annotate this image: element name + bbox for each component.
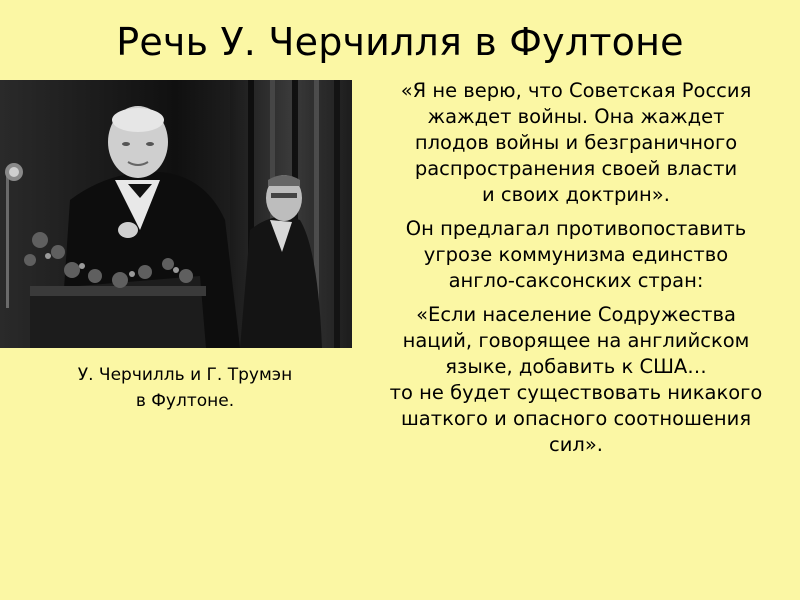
text-line: сил». [549,433,603,456]
text-line: и своих доктрин». [482,183,670,206]
text-line: то не будет существовать никакого [389,381,763,404]
photo-churchill-truman [0,80,352,348]
slide-text [352,78,800,466]
text-line: плодов войны и безграничного [414,131,738,154]
text-line: «Я не верю, что Советская Россия [400,79,752,102]
text-line: распространения своей власти [414,157,738,180]
text-line: «Если население Содружества [416,303,736,326]
slide-title: Речь У. Черчилля в Фултоне [116,20,684,64]
text-line: языке, добавить к США… [445,355,707,378]
text-line: жаждет войны. Она жаждет [427,105,725,128]
text-line: наций, говорящее на английском [402,329,750,352]
caption-line: в Фултоне. [135,391,235,411]
statement-paragraph [352,216,800,294]
quote-paragraph [352,78,800,208]
text-line: Он предлагал противопоставить [405,217,747,240]
photo-caption [40,362,330,414]
text-line: англо-саксонских стран: [448,269,704,292]
caption-line: У. Черчилль и Г. Трумэн [77,365,293,385]
photo-image [0,80,352,348]
quote-paragraph [352,302,800,458]
text-line: шаткого и опасного соотношения [400,407,752,430]
text-line: угрозе коммунизма единство [423,243,729,266]
